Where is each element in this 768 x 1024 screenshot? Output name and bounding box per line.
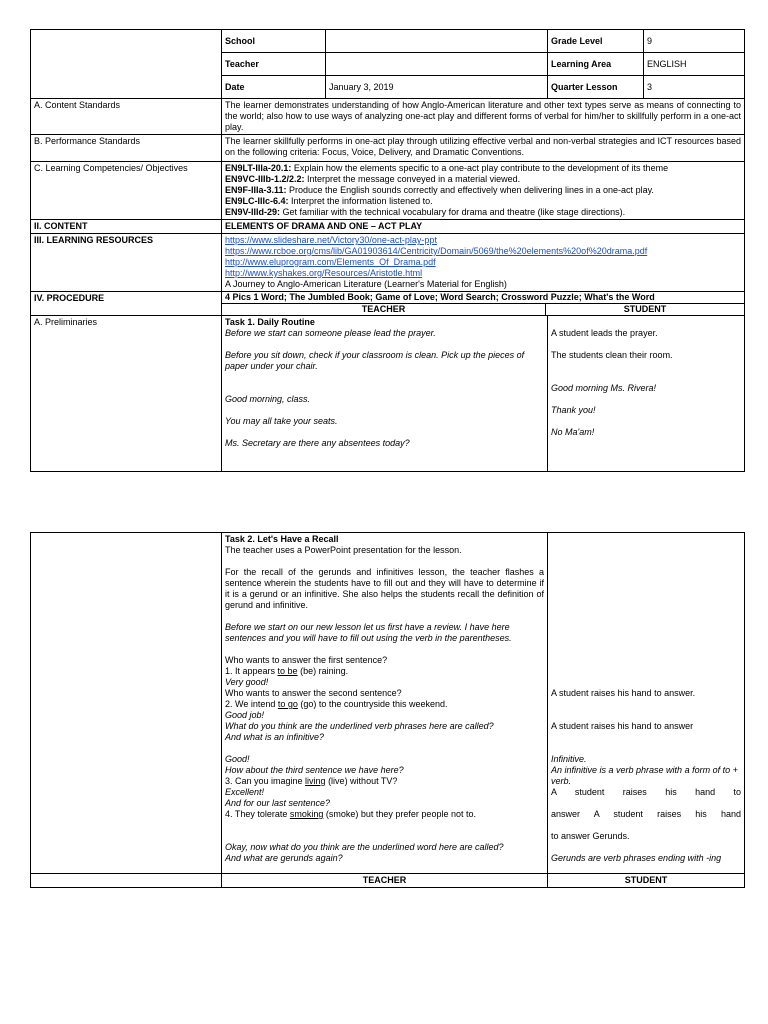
task2-praise: Excellent! [225,787,265,797]
task2-teacher-cell [222,533,548,874]
task2-student-line: Gerunds are verb phrases ending with -ing [551,853,722,863]
performance-standards-text: The learner skillfully performs in one-act play through utilizing effective verbal and non-verbal strategies and ICT resources based on the following criteria: Focus, Voice, Delivery, and Dramatic Conventions. [222,135,745,162]
date-label: Date [222,76,326,99]
resource-link[interactable]: https://www.slideshare.net/Victory30/one-act-play-ppt [225,235,437,245]
task1-teacher-line: You may all take your seats. [225,416,338,426]
task2-praise: Good! [225,754,250,764]
task1-teacher-line: Before we start can someone please lead the prayer. [225,328,436,338]
task1-teacher-line: Good morning, class. [225,394,311,404]
task2-student-line: answer A student raises his hand [551,809,741,819]
task2-student-line: A student raises his hand to answer. [551,688,696,698]
task2-question: Who wants to answer the second sentence? [225,688,402,698]
task1-teacher-line: Ms. Secretary are there any absentees today? [225,438,410,448]
resource-link[interactable]: http://www.eluprogram.com/Elements_Of_Drama.pdf [225,257,436,267]
competency-item: EN9LC-IIIc-6.4: Interpret the information listened to. [225,196,433,206]
competency-item: EN9VC-IIIb-1.2/2.2: Interpret the message conveyed in a material viewed. [225,174,521,184]
learning-area-label: Learning Area [548,53,644,76]
task2-sentence-1: 1. It appears to be (be) raining. [225,666,349,676]
content-value: ELEMENTS OF DRAMA AND ONE – ACT PLAY [222,220,745,234]
task2-praise: Very good! [225,677,269,687]
task2-question: Okay, now what do you think are the underlined word here are called? [225,842,504,852]
content-label: II. CONTENT [31,220,222,234]
resource-book: A Journey to Anglo-American Literature (Learner's Material for English) [225,279,507,289]
task1-title: Task 1. Daily Routine [225,317,315,327]
task2-intro: The teacher uses a PowerPoint presentation for the lesson. [225,545,462,555]
task2-paragraph: For the recall of the gerunds and infinitives lesson, the teacher flashes a sentence wherein the students have to fill out and they will have to determine if it is a gerund or an infinitive. She also helps the students recall the definition of gerund and infinitive. [225,567,544,610]
task2-question: How about the third sentence we have here? [225,765,404,775]
content-standards-label: A. Content Standards [31,99,222,135]
competency-item: EN9LT-IIIa-20.1: Explain how the elements specific to a one-act play contribute to the development of its theme [225,163,669,173]
task2-question: What do you think are the underlined verb phrases here are called? [225,721,494,731]
preliminaries-label: A. Preliminaries [31,316,222,472]
teacher-column-footer: TEACHER [222,874,548,888]
competency-item: EN9V-IIId-29: Get familiar with the technical vocabulary for drama and theatre (like stage directions). [225,207,626,217]
competencies-list [222,162,745,220]
procedure-value: 4 Pics 1 Word; The Jumbled Book; Game of Love; Word Search; Crossword Puzzle; What's the Word TEACHER STUDENT [222,292,745,316]
competencies-label: C. Learning Competencies/ Objectives [31,162,222,220]
task2-student-line: An infinitive is a verb phrase with a form of to + verb. [551,765,738,786]
task2-question: And what is an infinitive? [225,732,325,742]
task2-question: And for our last sentence? [225,798,331,808]
task1-student-cell [548,316,745,472]
student-column-footer: STUDENT [548,874,745,888]
grade-level-value: 9 [644,30,745,53]
task2-label-cell [31,533,222,874]
resource-link[interactable]: http://www.kyshakes.org/Resources/Aristotle.html [225,268,423,278]
task2-title: Task 2. Let's Have a Recall [225,534,339,544]
teacher-column-header: TEACHER [222,304,546,315]
header-blank-cell [31,30,222,99]
task1-student-line: The students clean their room. [551,350,673,360]
task2-student-line: to answer Gerunds. [551,831,630,841]
task2-review: Before we start on our new lesson let us first have a review. I have here sentences and you will have to fill out using the verb in the parentheses. [225,622,512,643]
content-standards-text: The learner demonstrates understanding of how Anglo-American literature and other text types serve as means of connecting to the world; also how to use ways of analyzing one-act play and different forms of verbal for him/her to skillfully perform in a one-act play. [222,99,745,135]
performance-standards-label: B. Performance Standards [31,135,222,162]
lesson-plan-table-page1 [30,29,745,472]
student-column-header: STUDENT [623,304,667,314]
school-value [326,30,548,53]
task2-sentence-3: 3. Can you imagine living (live) without TV? [225,776,398,786]
task1-student-line: Good morning Ms. Rivera! [551,383,657,393]
task1-teacher-line: Before you sit down, check if your classroom is clean. Pick up the pieces of paper under your chair. [225,350,525,371]
task2-sentence-2: 2. We intend to go (go) to the countryside this weekend. [225,699,448,709]
task2-student-cell [548,533,745,874]
learning-resources-label: III. LEARNING RESOURCES [31,234,222,292]
teacher-value [326,53,548,76]
task2-question: Who wants to answer the first sentence? [225,655,388,665]
learning-area-value: ENGLISH [644,53,745,76]
teacher-label: Teacher [222,53,326,76]
quarter-lesson-label: Quarter Lesson [548,76,644,99]
quarter-lesson-value: 3 [644,76,745,99]
task2-praise: Good job! [225,710,265,720]
task2-student-line: Infinitive. [551,754,587,764]
task1-teacher-cell [222,316,548,472]
task2-student-line: A student raises his hand to answer [551,721,694,731]
task2-student-line: A student raises his hand to [551,787,741,797]
task1-student-line: Thank you! [551,405,596,415]
task1-student-line: A student leads the prayer. [551,328,658,338]
grade-level-label: Grade Level [548,30,644,53]
procedure-label: IV. PROCEDURE [31,292,222,316]
competency-item: EN9F-IIIa-3.11: Produce the English sounds correctly and effectively when delivering lines in a one-act play. [225,185,654,195]
date-value: January 3, 2019 [326,76,548,99]
task2-sentence-4: 4. They tolerate smoking (smoke) but they prefer people not to. [225,809,476,819]
school-label: School [222,30,326,53]
task2-question: And what are gerunds again? [225,853,343,863]
lesson-plan-table-page2 [30,532,745,888]
footer-blank-cell [31,874,222,888]
learning-resources-list [222,234,745,292]
resource-link[interactable]: https://www.rcboe.org/cms/lib/GA01903614/Centricity/Domain/5069/the%20elements%20of%20drama.pdf [225,246,648,256]
task1-student-line: No Ma'am! [551,427,595,437]
